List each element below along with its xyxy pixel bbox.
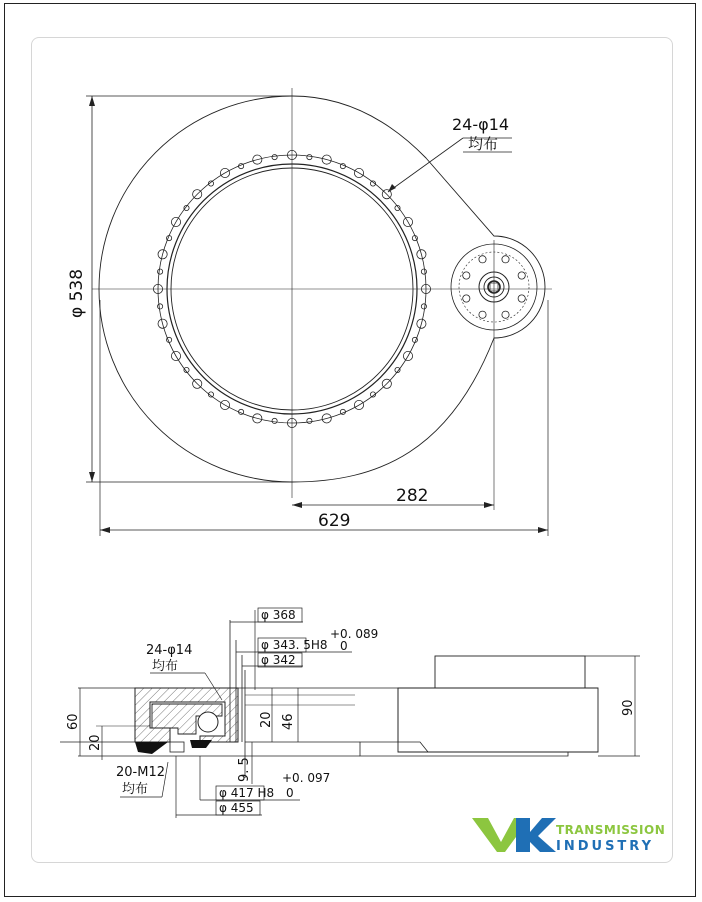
d342-label: φ 342	[261, 653, 296, 667]
hole-note-leader	[388, 138, 463, 192]
d368-label: φ 368	[261, 608, 296, 622]
sec-hole-note: 24-φ14	[146, 643, 193, 658]
motor-block	[435, 656, 585, 688]
worm-bolt-hole	[518, 295, 525, 302]
thread-hole	[272, 418, 277, 423]
worm-bolt-hole	[518, 272, 525, 279]
thread-hole	[307, 418, 312, 423]
dim-282-label: 282	[396, 486, 429, 506]
logo-k-mark	[516, 818, 556, 852]
d417-tol-upper: +0. 097	[282, 771, 331, 785]
ring-step	[170, 742, 184, 752]
logo-line2: INDUSTRY	[556, 839, 655, 854]
h46-label: 46	[281, 713, 296, 730]
top-view	[86, 88, 552, 536]
d3435-label: φ 343. 5H8	[261, 638, 328, 652]
d95-label: 9. 5	[237, 757, 252, 782]
worm-bolt-hole	[463, 295, 470, 302]
d455-label: φ 455	[219, 801, 254, 815]
worm-bolt-hole	[502, 311, 509, 318]
top-hole-note: 24-φ14	[452, 115, 510, 134]
ball	[198, 712, 218, 732]
h20-left-label: 20	[88, 734, 103, 751]
section-view-labels	[66, 608, 636, 815]
thread-note-sub: 均布	[122, 782, 149, 797]
thread-note: 20-M12	[116, 765, 165, 780]
thread-hole	[421, 304, 426, 309]
d417-label: φ 417 H8	[219, 786, 275, 800]
worm-bolt-hole	[463, 272, 470, 279]
h90-label: 90	[621, 699, 636, 716]
d417-tol-lower: 0	[286, 786, 294, 800]
h20-label: 20	[259, 711, 274, 728]
h60-label: 60	[66, 713, 81, 730]
worm-bolt-hole	[479, 311, 486, 318]
thread-hole	[307, 155, 312, 160]
housing-base	[360, 742, 568, 756]
dim-629-label: 629	[318, 511, 351, 531]
seal-right	[190, 740, 212, 748]
housing-body	[398, 688, 598, 752]
sec-hole-note-sub: 均布	[152, 659, 179, 674]
seal-left	[135, 742, 168, 754]
thread-hole	[421, 269, 426, 274]
worm-bolt-hole	[502, 256, 509, 263]
worm-bolt-hole	[479, 256, 486, 263]
thread-hole	[158, 304, 163, 309]
d3435-tol-upper: +0. 089	[330, 627, 379, 641]
d3435-tol-lower: 0	[340, 639, 348, 653]
thread-hole	[272, 155, 277, 160]
top-hole-note-sub: 均布	[468, 135, 499, 153]
logo-line1: TRANSMISSION	[556, 823, 666, 837]
thread-hole	[158, 269, 163, 274]
company-logo	[472, 818, 665, 854]
dia-538-label: φ 538	[67, 268, 87, 318]
